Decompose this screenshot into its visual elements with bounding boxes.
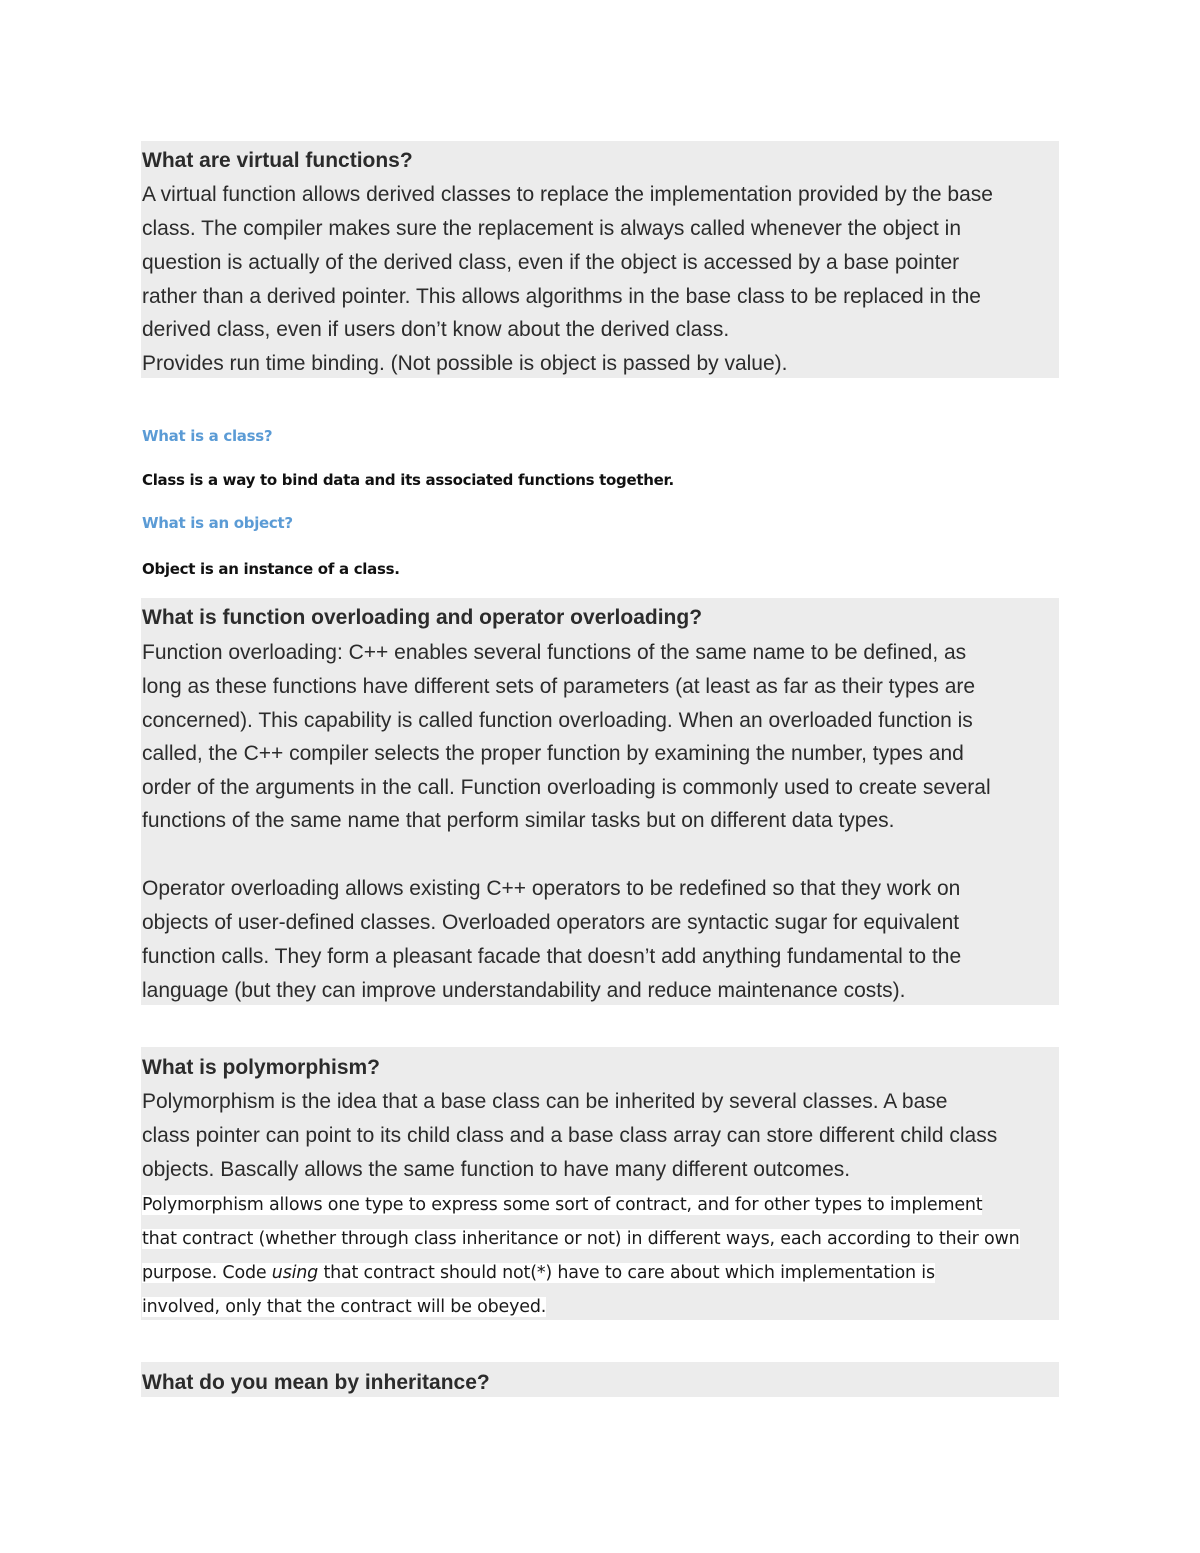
paragraph-line: Operator overloading allows existing C++ operators to be redefined so that they work on [142, 877, 961, 900]
paragraph-line: Function overloading: C++ enables several functions of the same name to be defined, as [142, 641, 967, 664]
text-run: that contract should not(*) have to care about which implementation is [318, 1263, 935, 1283]
highlighted-text [142, 1263, 935, 1283]
object-answer: Object is an instance of a class. [142, 560, 400, 578]
paragraph-line: Polymorphism is the idea that a base class can be inherited by several classes. A base [142, 1090, 948, 1113]
paragraph-line: called, the C++ compiler selects the proper function by examining the number, types and [142, 742, 964, 765]
paragraph-line: functions of the same name that perform similar tasks but on different data types. [142, 809, 895, 832]
paragraph-line [142, 1290, 546, 1324]
class-question: What is a class? [142, 427, 273, 445]
paragraph-line: derived class, even if users don’t know about the derived class. [142, 318, 730, 341]
paragraph-line [142, 1222, 1020, 1256]
object-question: What is an object? [142, 514, 293, 532]
paragraph-line: objects. Bascally allows the same function to have many different outcomes. [142, 1158, 851, 1181]
paragraph-line [142, 1188, 982, 1222]
overloading-heading: What is function overloading and operator overloading? [142, 606, 703, 629]
paragraph-line [142, 1256, 935, 1290]
inheritance-heading: What do you mean by inheritance? [142, 1371, 490, 1394]
highlighted-text: Polymorphism allows one type to express some sort of contract, and for other types to implement [142, 1195, 983, 1215]
highlighted-text: involved, only that the contract will be obeyed. [142, 1297, 547, 1317]
polymorphism-heading: What is polymorphism? [142, 1056, 381, 1079]
paragraph-line: class. The compiler makes sure the replacement is always called whenever the object in [142, 217, 961, 240]
paragraph-line: long as these functions have different sets of parameters (at least as far as their types are [142, 675, 976, 698]
paragraph-line: order of the arguments in the call. Function overloading is commonly used to create several [142, 776, 991, 799]
paragraph-line: A virtual function allows derived classes to replace the implementation provided by the base [142, 183, 993, 206]
emphasis-text: using [271, 1263, 319, 1283]
paragraph-line: Provides run time binding. (Not possible is object is passed by value). [142, 352, 788, 375]
text-run: purpose. Code [142, 1263, 272, 1283]
paragraph-line: function calls. They form a pleasant facade that doesn’t add anything fundamental to the [142, 945, 962, 968]
paragraph-line: objects of user-defined classes. Overloaded operators are syntactic sugar for equivalent [142, 911, 960, 934]
paragraph-line: rather than a derived pointer. This allows algorithms in the base class to be replaced in the [142, 285, 981, 308]
paragraph-line: concerned). This capability is called function overloading. When an overloaded function is [142, 709, 973, 732]
paragraph-line: class pointer can point to its child class and a base class array can store different child class [142, 1124, 998, 1147]
paragraph-line: question is actually of the derived class, even if the object is accessed by a base pointer [142, 251, 960, 274]
virtual-functions-heading: What are virtual functions? [142, 149, 413, 172]
class-answer: Class is a way to bind data and its associated functions together. [142, 471, 674, 489]
highlighted-text: that contract (whether through class inheritance or not) in different ways, each according to their own [142, 1229, 1020, 1249]
paragraph-line: language (but they can improve understandability and reduce maintenance costs). [142, 979, 906, 1002]
